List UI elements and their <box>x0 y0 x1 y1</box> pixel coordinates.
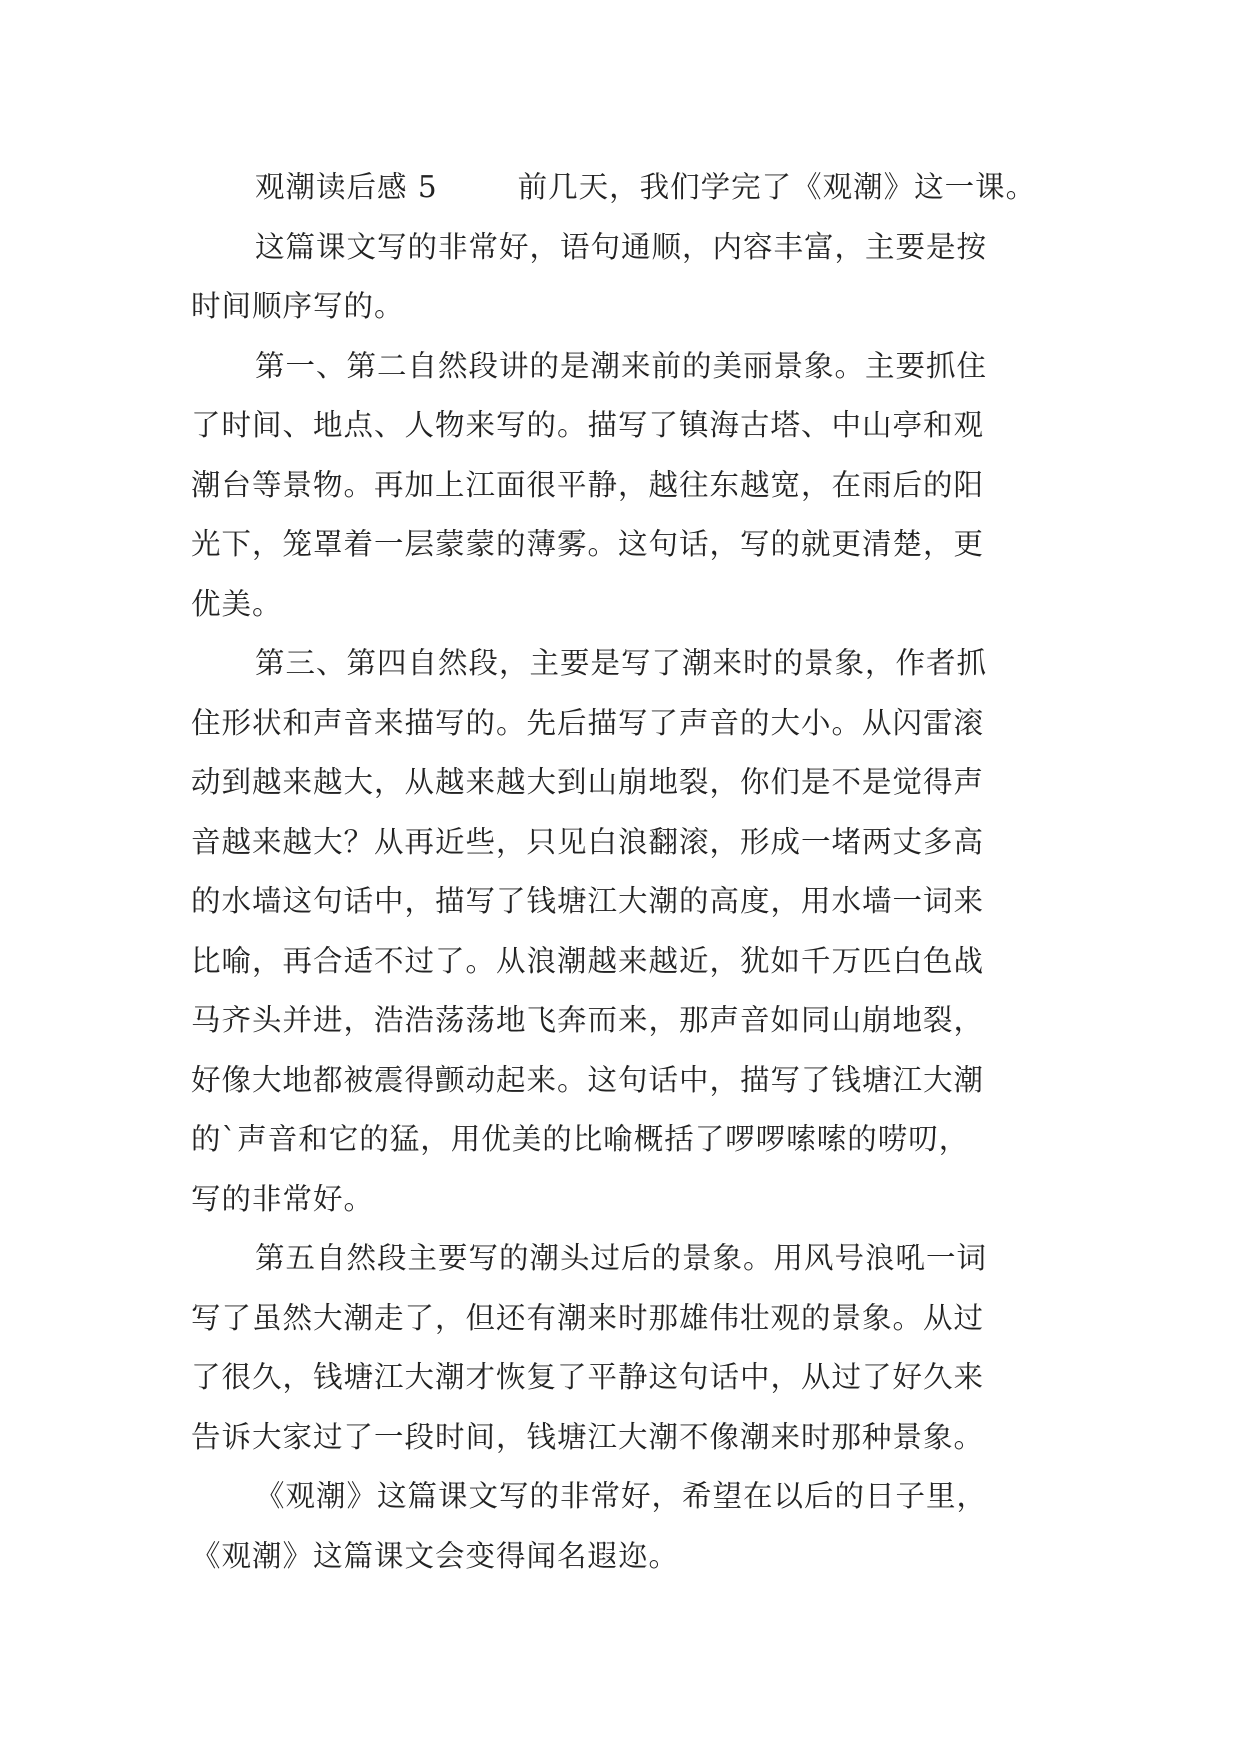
title-line <box>191 158 1071 218</box>
text-line: 写了虽然大潮走了，但还有潮来时那雄伟壮观的景象。从过 <box>191 1300 985 1335</box>
document-title: 观潮读后感 5 <box>255 170 438 204</box>
text-line: 的水墙这句话中，描写了钱塘江大潮的高度，用水墙一词来 <box>191 884 985 918</box>
text-line: 了很久，钱塘江大潮才恢复了平静这句话中，从过了好久来 <box>191 1360 985 1394</box>
text-line: 光下，笼罩着一层蒙蒙的薄雾。这句话，写的就更清楚，更 <box>191 527 985 561</box>
text-line: 音越来越大？从再近些，只见白浪翻滚，形成一堵两丈多高 <box>191 824 985 859</box>
text-line: 第三、第四自然段，主要是写了潮来时的景象，作者抓 <box>255 646 988 680</box>
text-line: 比喻，再合适不过了。从浪潮越来越近，犹如千万匹白色战 <box>191 943 985 978</box>
text-line: 了时间、地点、人物来写的。描写了镇海古塔、中山亭和观 <box>191 408 985 442</box>
text-line: 写的非常好。 <box>191 1181 375 1216</box>
text-line: 马齐头并进，浩浩荡荡地飞奔而来，那声音如同山崩地裂， <box>191 1003 985 1037</box>
text-line: 优美。 <box>191 586 283 621</box>
text-line: 动到越来越大，从越来越大到山崩地裂，你们是不是觉得声 <box>191 765 985 799</box>
text-line: 《观潮》这篇课文会变得闻名遐迩。 <box>191 1538 680 1573</box>
document-body <box>191 158 1071 1586</box>
text-line: 潮台等景物。再加上江面很平静，越往东越宽，在雨后的阳 <box>191 467 985 502</box>
text-line: 告诉大家过了一段时间，钱塘江大潮不像潮来时那种景象。 <box>191 1419 985 1454</box>
text-line: 第五自然段主要写的潮头过后的景象。用风号浪吼一词 <box>255 1241 988 1275</box>
text-line: 的`声音和它的猛，用优美的比喻概括了啰啰嗦嗦的唠叨， <box>191 1122 970 1156</box>
text-line: 时间顺序写的。 <box>191 289 405 323</box>
text-line: 第一、第二自然段讲的是潮来前的美丽景象。主要抓住 <box>255 348 988 383</box>
text-line: 《观潮》这篇课文写的非常好，希望在以后的日子里， <box>255 1479 988 1513</box>
text-line: 前几天，我们学完了《观潮》这一课。 <box>517 170 1037 204</box>
text-line: 好像大地都被震得颤动起来。这句话中，描写了钱塘江大潮 <box>191 1062 985 1097</box>
text-line: 住形状和声音来描写的。先后描写了声音的大小。从闪雷滚 <box>191 705 985 740</box>
text-line: 这篇课文写的非常好，语句通顺，内容丰富，主要是按 <box>255 229 988 264</box>
